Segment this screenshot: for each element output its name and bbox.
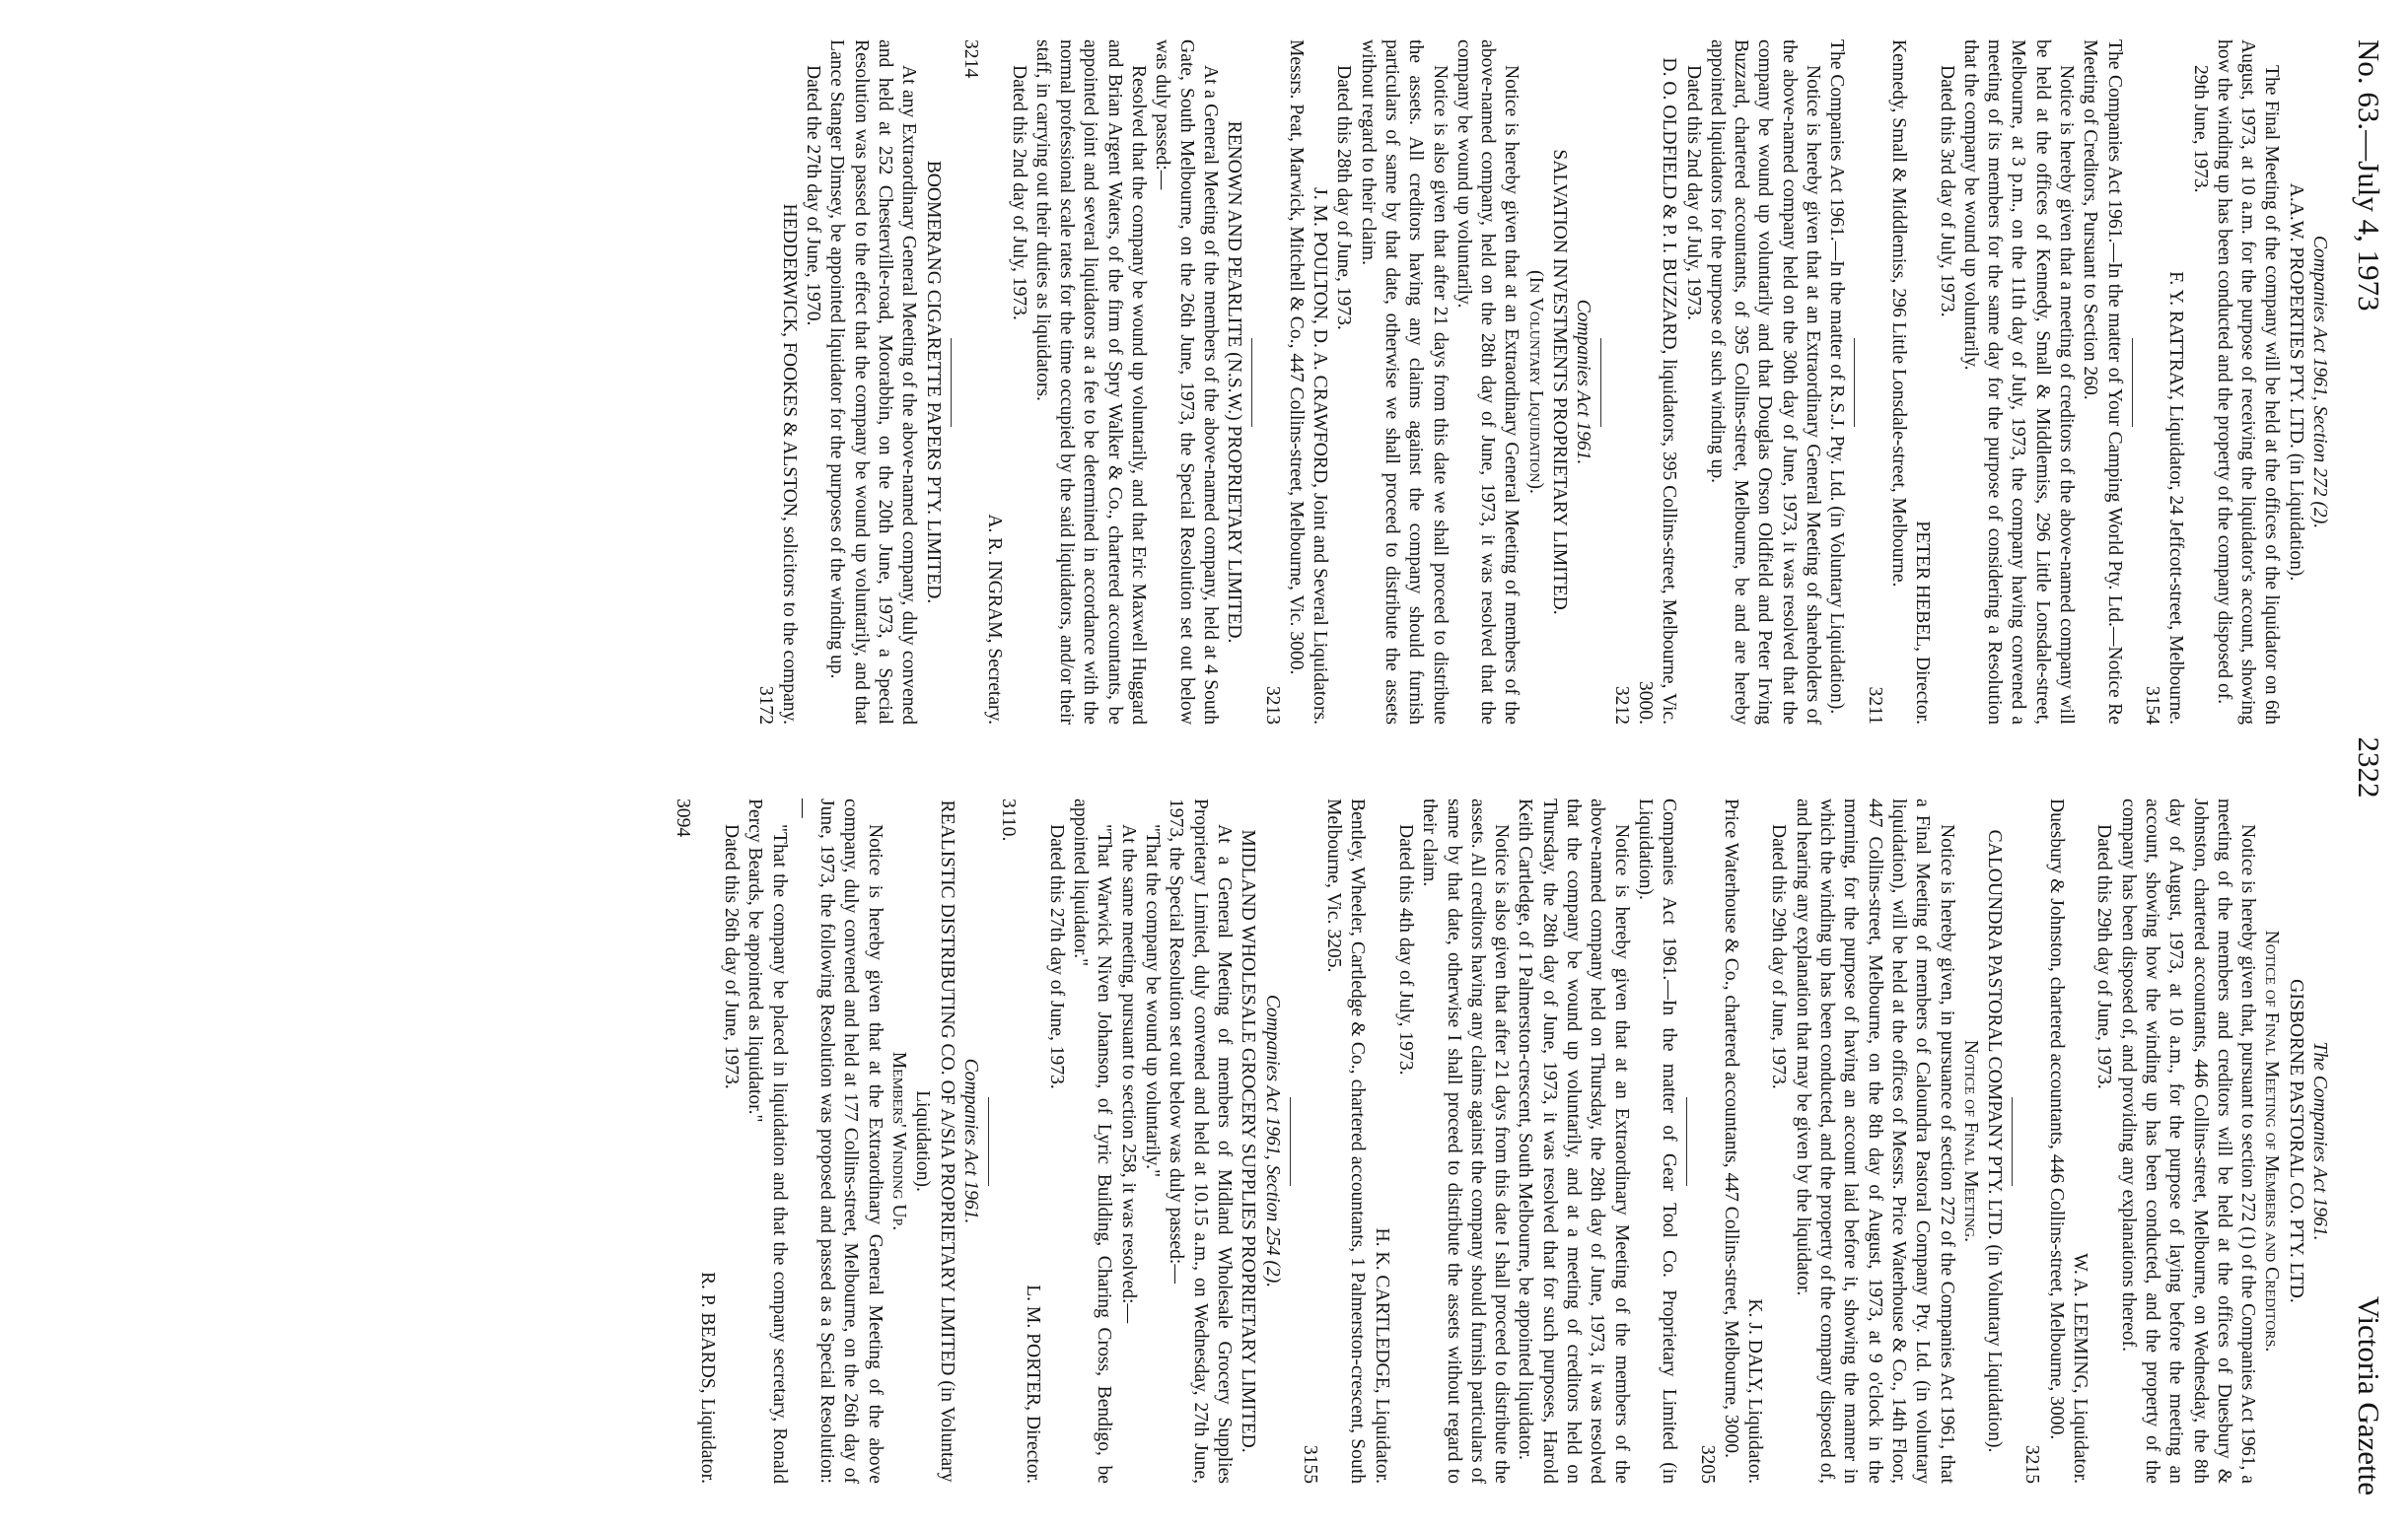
- notice-matter-line: The Companies Act 1961.—In the matter of Your Camping World Pty. Ltd.—Notice Re Meeting of Creditors, Pursuant to Section 260.: [2080, 39, 2125, 725]
- notice-paragraph: Dated this 2nd day of July, 1973.: [1008, 65, 1029, 320]
- notice: [1862, 39, 2125, 725]
- notice-paragraph: At a General Meeting of the members of the above-named company, held at 4 South Gate, South Melbourne, on the 26th June, 1973, the Special Resolution set out below was duly passed:—: [1152, 39, 1221, 725]
- notice-signature: PETER HEBEL, Director.: [1912, 521, 1934, 725]
- notice-reference-number: 3211: [1864, 686, 1885, 725]
- notice-paragraph: Dated this 2nd day of July, 1973.: [1682, 65, 1704, 320]
- notice-reference-number: 3172: [754, 685, 776, 725]
- notice-company-title: SALVATION INVESTMENTS PROPRIETARY LIMITED.: [1549, 149, 1571, 615]
- notice-matter-line: The Companies Act 1961.—In the matter of R.S.J. Pty. Ltd. (in Voluntary Liquidation).: [1826, 39, 1848, 715]
- notice: [1259, 39, 1594, 725]
- notice-address: Kennedy, Small & Middlemiss, 296 Little Lonsdale-street, Melbourne.: [1887, 39, 1909, 588]
- notice: [2140, 39, 2331, 725]
- notice-act-heading: Companies Act 1961, Section 272 (2).: [2309, 235, 2330, 529]
- notice-subtitle: Notice of Final Meeting of Members and Creditors.: [2261, 930, 2283, 1353]
- notice-paragraph: Notice is hereby given that, pursuant to section 272 (1) of the Companies Act 1961, a meeting of the members and creditors will be held at the offices of Duesbury & Johnston, chartered accountants, 446 Collins-street, Melbourne, on Wednesday, the 8th day of August, 1973, at 10 a.m., for the purpose of laying before the meeting an account, showing how the winding up has been conducted, and the property of the company has been disposed of, and providing any explanations thereof.: [2117, 799, 2259, 1484]
- left-column: [745, 39, 2331, 725]
- notice-act-heading: Companies Act 1961.: [959, 1058, 981, 1224]
- notice-reference-number: 3094: [673, 799, 694, 838]
- notice-paragraph: Dated this 3rd day of July, 1973.: [1936, 65, 1957, 317]
- notice-address: Price Waterhouse & Co., chartered accountants, 447 Collins-street, Melbourne, 3000.: [1720, 799, 1741, 1458]
- publication-title: Victoria Gazette: [2352, 1295, 2386, 1495]
- notice-paragraph: Notice is also given that after 21 days from this date we shall proceed to distribute the assets. All creditors having any claims against the company should furnish particulars of same by that date, otherwise we shall proceed to distribute the assets without regard to their claim.: [1357, 39, 1451, 725]
- notice-paragraph: The Final Meeting of the company will be held at the offices of the liquidator on 6th August, 1973, at 10 a.m. for the purpose of receiving the liquidator's account, showing how the winding up has been conducted and the property of the company disposed of.: [2213, 39, 2283, 725]
- notice-paragraph: Dated this 4th day of July, 1973.: [1395, 824, 1417, 1076]
- notice-signature: K. J. DALY, Liquidator.: [1744, 1298, 1766, 1484]
- notice-paragraph: Notice is hereby given that at an Extraordinary General Meeting of members of the above-named company, held on the 28th day of June, 1973, it was resolved that the company be wound up voluntarily.: [1452, 39, 1523, 725]
- notice-divider: [2012, 1097, 2013, 1186]
- notice-paragraph: At the same meeting, pursuant to section 258, it was resolved:—: [1117, 824, 1139, 1324]
- notice-paragraph: At any Extraordinary General Meeting of the above-named company, duly convened and held at 252 Chesterville-road, Moorabbin, on the 20th June, 1973, a Special Resolution was passed to the effect that the company be wound up voluntarily, and that Lance Stanger Dimsey, be appointed liquidator for the purposes of the winding up.: [826, 39, 920, 725]
- notice-divider: [1251, 338, 1252, 427]
- notice-signature: J. M. POULTON, D. A. CRAWFORD, Joint and Several Liquidators.: [1310, 187, 1331, 725]
- notice-signature: L. M. PORTER, Director.: [1022, 1285, 1043, 1484]
- notice-reference-number: 3212: [1610, 685, 1632, 725]
- notice-address: Bentley, Wheeler, Cartledge & Co., chartered accountants, 1 Palmerston-crescent, South Melbourne, Vic. 3205.: [1323, 799, 1369, 1484]
- notice-subtitle: (In Voluntary Liquidation).: [1524, 270, 1546, 494]
- notice-paragraph: Resolved that the company be wound up voluntarily, and that Eric Maxwell Huggard and Brian Argent Waters, of the firm of Spry Walker & Co., chartered accountants, be appointed joint and several liquidators at a fee to be determined in accordance with the normal professional scale rates for the time occupied by the said liquidators, and/or their staff, in carrying out their duties as liquidators.: [1031, 39, 1150, 725]
- notice-signature: D. O. OLDFIELD & P. I. BUZZARD, liquidators, 395 Collins-street, Melbourne, Vic. 3000.: [1634, 57, 1680, 725]
- notice: [996, 799, 1284, 1484]
- notice-reference-number: 3110.: [998, 799, 1020, 842]
- notice-signature: A. R. INGRAM, Secretary.: [984, 514, 1006, 725]
- issue-date: No. 63.—July 4, 1973: [2352, 39, 2386, 312]
- notice-act-heading: Companies Act 1961.: [1573, 299, 1594, 465]
- notice-paragraph: "That Warwick Niven Johanson, of Lyric Building, Charing Cross, Bendigo, be appointed liquidator.": [1070, 799, 1115, 1484]
- notice: [671, 799, 982, 1484]
- notice-signature: W. A. LEEMING, Liquidator.: [2070, 1253, 2091, 1484]
- notice-company-title: BOOMERANG CIGARETTE PAPERS PTY. LIMITED.: [922, 160, 944, 604]
- notice-reference-number: 3213: [1261, 685, 1283, 725]
- notice-paragraph: Dated this 29th day of June, 1973.: [2093, 824, 2115, 1089]
- notice-paragraph: Notice is hereby given that at the Extraordinary General Meeting of the above company, duly convened and held at 177 Collins-street, Melbourne, on the 26th day of June, 1973, the following Resolution was proposed and passed as a Special Resolution:—: [792, 799, 885, 1484]
- notice-signature: R. P. BEARDS, Liquidator.: [696, 1271, 718, 1484]
- notice-company-title: MIDLAND WHOLESALE GROCERY SUPPLIES PROPRIETARY LIMITED.: [1238, 829, 1259, 1453]
- notice-matter-line: Companies Act 1961.—In the matter of Gear Tool Co. Proprietary Limited (in Liquidation).: [1634, 799, 1680, 1484]
- notice-act-heading: The Companies Act 1961.: [2309, 1041, 2330, 1241]
- notice-reference-number: 3215: [2021, 1444, 2043, 1484]
- notice-address: Duesbury & Johnston, chartered accountants, 446 Collins-street, Melbourne, 3000.: [2045, 799, 2067, 1440]
- notice-paragraph: Notice is hereby given that at an Extraordinary General Meeting of shareholders of the above-named company held on the 30th day of June, 1973, it was resolved that the company be wound up voluntarily and that Douglas Orson Oldfield and Peter Irving Buzzard, chartered accountants, of 395 Collins-street, Melbourne, be and are hereby appointed liquidators for the purpose of such winding up.: [1706, 39, 1824, 725]
- notice-divider: [1854, 338, 1855, 427]
- notice-paragraph: Dated the 27th day of June, 1970.: [803, 65, 824, 326]
- notice-paragraph: "That the company be wound up voluntarily.": [1142, 824, 1164, 1178]
- notice-paragraph: Dated this 28th day of June, 1973.: [1333, 65, 1355, 330]
- notice-company-title: REALISTIC DISTRIBUTING CO. OF A/SIA PROPRIETARY LIMITED (in Voluntary Liquidation).: [912, 800, 957, 1483]
- notice-company-title: GISBORNE PASTORAL CO. PTY. LTD.: [2285, 979, 2306, 1303]
- page-number: 2322: [2352, 736, 2386, 799]
- notice-paragraph: Dated this 26th day of June, 1973.: [721, 824, 742, 1089]
- notice-divider: [951, 338, 952, 427]
- notice-reference-number: 3214: [959, 39, 981, 79]
- notice-paragraph: "That the company be placed in liquidation and that the company secretary, Ronald Percy Beards, be appointed as liquidator.": [744, 799, 790, 1484]
- notice-divider: [1290, 1097, 1291, 1186]
- notice-paragraph: At a General Meeting of members of Midland Wholesale Grocery Supplies Proprietary Limited, duly convened and held at 10.15 a.m., on Wednesday, 27th June, 1973, the Special Resolution set out below was duly passed:—: [1166, 799, 1235, 1484]
- notice-reference-number: 3154: [2141, 685, 2162, 725]
- notice: [958, 39, 1246, 725]
- notice: [1608, 39, 1848, 725]
- right-column: [664, 799, 2331, 1484]
- notice-company-title: RENOWN AND PEARLITE (N.S.W.) PROPRIETARY LIMITED.: [1224, 120, 1245, 644]
- notice-reference-number: 3155: [1299, 1444, 1320, 1484]
- notice-signature: F. Y. RATTRAY, Liquidator, 24 Jeffcott-street, Melbourne.: [2165, 271, 2187, 725]
- notice-reference-number: 3205: [1696, 1444, 1718, 1484]
- notice-paragraph: Notice is hereby given that at an Extraordinary Meeting of the members of the above-named company held on Thursday, the 28th day of June, 1973, it was resolved that the company be wound up voluntarily, and at a meeting of creditors held on Thursday, the 28th day of June, 1973, it was resolved that for such purposes, Harold Keith Cartledge, of 1 Palmerston-crescent, South Melbourne, be appointed liquidator.: [1515, 799, 1632, 1484]
- notice-subtitle: Members' Winding Up.: [888, 1051, 910, 1231]
- notice-paragraph: Dated this 27th day of June, 1973.: [1045, 824, 1067, 1089]
- notice-act-heading: Companies Act 1961, Section 254 (2).: [1261, 994, 1283, 1288]
- notice-divider: [1600, 338, 1601, 427]
- notice-company-title: CALOUNDRA PASTORAL COMPANY PTY. LTD. (in Voluntary Liquidation).: [1984, 829, 2006, 1453]
- notice-paragraph: Notice is hereby given that a meeting of creditors of the above-named company will be held at the offices of Kennedy, Small & Middlemiss, 296 Little Lonsdale-street, Melbourne, at 3 p.m., on the 11th day of July, 1973, the company having convened a meeting of its members for the same day for the purpose of considering a Resolution that the company be wound up voluntarily.: [1959, 39, 2078, 725]
- notice-signature: HEDDERWICK, FOOKES & ALSTON, solicitors to the company.: [778, 203, 800, 725]
- notice-signature: H. K. CARTLEDGE, Liquidator.: [1371, 1227, 1392, 1484]
- running-head: [2337, 39, 2400, 1495]
- notice-paragraph: 29th June, 1973.: [2189, 65, 2211, 193]
- notice: [2019, 799, 2331, 1484]
- notice-address: Messrs. Peat, Marwick, Mitchell & Co., 447 Collins-street, Melbourne, Vic. 3000.: [1285, 39, 1307, 675]
- notice-divider: [2132, 338, 2133, 427]
- notice-divider: [1686, 1097, 1687, 1186]
- notice-paragraph: Notice is also given that after 21 days from this date I shall proceed to distribute the assets. All creditors having any claims against the company should furnish particulars of same by that date, otherwise I shall proceed to distribute the assets without regard to their claim.: [1419, 799, 1513, 1484]
- notice-paragraph: Notice is hereby given, in pursuance of section 272 of the Companies Act 1961, that a Final Meeting of members of Caloundra Pastoral Company Pty. Ltd. (in voluntary liquidation), will be held at the offices of Messrs. Price Waterhouse & Co., 14th Floor, 447 Collins-street, Melbourne, on the 8th day of August, 1973, at 9 o'clock in the morning, for the purpose of having an account laid before it, showing the manner in which the winding up has been conducted, and the property of the company disposed of, and hearing any explanation that may be given by the liquidator.: [1792, 799, 1957, 1484]
- notice-divider: [988, 1097, 989, 1186]
- notice: [1298, 799, 1681, 1484]
- notice-subtitle: Notice of Final Meeting.: [1959, 1039, 1981, 1243]
- notice-paragraph: Dated this 29th day of June, 1973.: [1768, 824, 1790, 1089]
- notice-company-title: A.A.W. PROPERTIES PTY. LTD. (in Liquidation).: [2285, 182, 2306, 582]
- notice: [1694, 799, 2006, 1484]
- notice: [752, 39, 944, 725]
